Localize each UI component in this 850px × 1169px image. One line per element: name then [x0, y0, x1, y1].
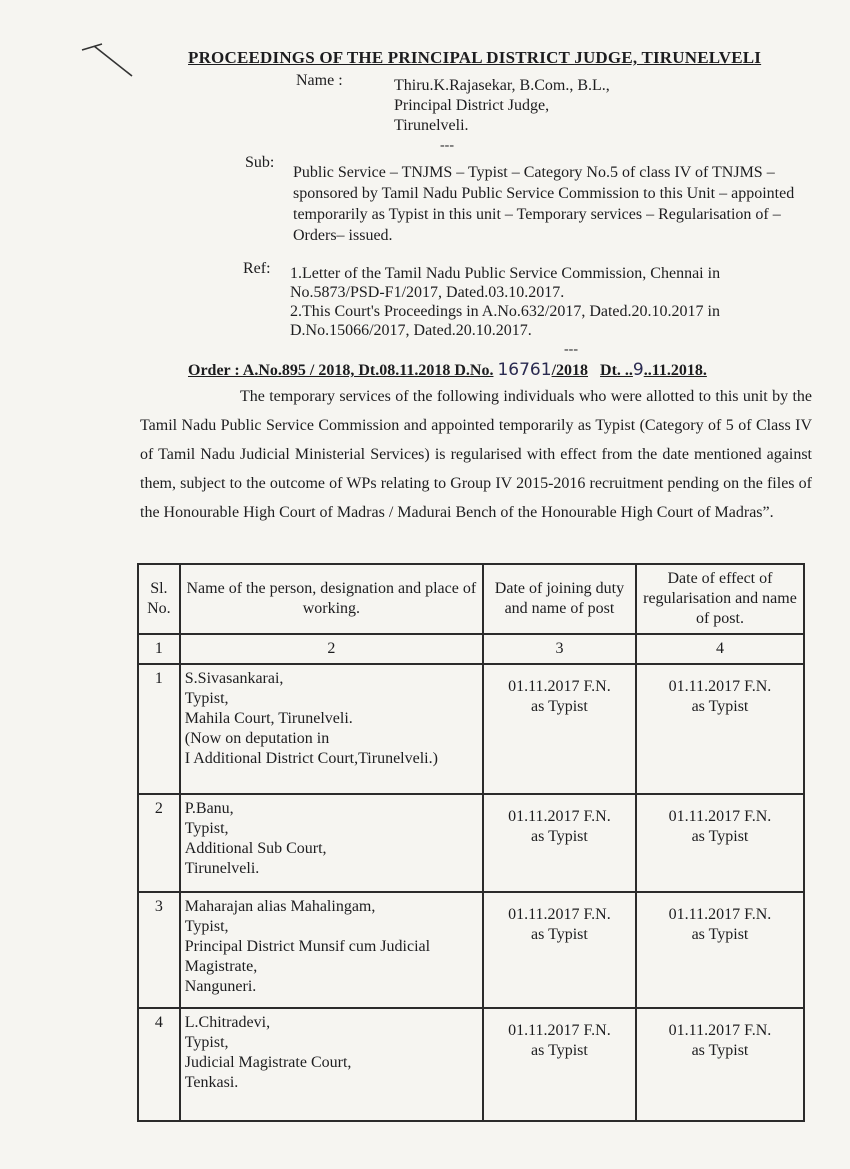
regularisation-date — [636, 664, 804, 794]
regularisation-date — [636, 892, 804, 1008]
regularisation-date — [636, 1008, 804, 1121]
joining-date — [483, 892, 636, 1008]
person-designation: Typist, — [184, 918, 229, 935]
person-name: P.Banu, — [184, 800, 234, 817]
regularisation-post: as Typist — [691, 926, 749, 943]
table-row — [138, 664, 804, 794]
sl-no: 1 — [138, 664, 180, 794]
person-place: Magistrate, — [184, 958, 258, 975]
joining-post: as Typist — [531, 926, 588, 943]
joining-date — [483, 664, 636, 794]
header-person: Name of the person, designation and place of working. — [180, 564, 483, 634]
reference-item: 2.This Court's Proceedings in A.No.632/2017, Dated.20.10.2017 in D.No.15066/2017, Dated.20.10.2017. — [290, 303, 720, 339]
regularisation-post: as Typist — [691, 1042, 749, 1059]
sl-no: 2 — [138, 794, 180, 892]
person-name: Maharajan alias Mahalingam, — [184, 898, 376, 915]
reference-label: Ref: — [243, 260, 271, 277]
sl-no: 3 — [138, 892, 180, 1008]
header-sl-no: Sl. No. — [138, 564, 180, 634]
joining-post: as Typist — [531, 1042, 588, 1059]
regularisation-date-text: 01.11.2017 F.N. — [668, 808, 772, 825]
reference-item: 1.Letter of the Tamil Nadu Public Service Commission, Chennai in No.5873/PSD-F1/2017, Dated.03.10.2017. — [290, 265, 721, 301]
column-number: 1 — [138, 634, 180, 664]
order-date-label: Dt. .. — [600, 362, 633, 379]
regularisation-date-text: 01.11.2017 F.N. — [668, 1022, 772, 1039]
regularisation-post: as Typist — [691, 698, 749, 715]
person-name: L.Chitradevi, — [184, 1014, 271, 1031]
pen-tick-mark-icon — [80, 38, 140, 78]
regularisation-date-text: 01.11.2017 F.N. — [668, 906, 772, 923]
joining-date-text: 01.11.2017 F.N. — [508, 906, 611, 923]
regularisation-post: as Typist — [691, 828, 749, 845]
order-number: Order : A.No.895 / 2018, Dt.08.11.2018 D.No. — [188, 362, 494, 379]
table-row — [138, 794, 804, 892]
table-row — [138, 892, 804, 1008]
person-designation: Typist, — [184, 820, 229, 837]
person-name: S.Sivasankarai, — [184, 670, 284, 687]
header-joining: Date of joining duty and name of post — [483, 564, 636, 634]
judge-name-block — [394, 76, 610, 136]
subject-label: Sub: — [245, 154, 275, 171]
reference-list — [290, 264, 810, 340]
joining-date-text: 01.11.2017 F.N. — [508, 1022, 611, 1039]
person-place: Tirunelveli. — [184, 860, 260, 877]
joining-post: as Typist — [531, 828, 588, 845]
person-details — [180, 1008, 483, 1121]
joining-date — [483, 794, 636, 892]
person-place: Mahila Court, Tirunelveli. — [184, 710, 353, 727]
joining-date-text: 01.11.2017 F.N. — [508, 678, 611, 695]
regularisation-date — [636, 794, 804, 892]
document-title: PROCEEDINGS OF THE PRINCIPAL DISTRICT JUDGE, TIRUNELVELI — [188, 48, 762, 67]
header-regularisation: Date of effect of regularisation and name of post. — [636, 564, 804, 634]
column-number: 2 — [180, 634, 483, 664]
person-place: Principal District Munsif cum Judicial — [184, 938, 431, 955]
regularisation-date-text: 01.11.2017 F.N. — [668, 678, 772, 695]
subject-text: Public Service – TNJMS – Typist – Category No.5 of class IV of TNJMS – sponsored by Tamil Nadu Public Service Commission to this Unit – appointed temporarily as Typist in this unit – Temporary services – Regularisation of – Orders– issued. — [293, 164, 795, 244]
person-place: Additional Sub Court, — [184, 840, 327, 857]
person-place: Judicial Magistrate Court, — [184, 1054, 352, 1071]
person-note: I Additional District Court,Tirunelveli.) — [184, 750, 438, 767]
staff-table — [137, 563, 805, 1122]
column-number-row — [138, 634, 804, 664]
joining-post: as Typist — [531, 698, 588, 715]
sl-no: 4 — [138, 1008, 180, 1121]
person-place: Nanguneri. — [184, 978, 257, 995]
order-body: The temporary services of the following individuals who were allotted to this unit by the Tamil Nadu Public Service Commission and appointed temporarily as Typist (Category of 5 of Class IV of Tamil Nadu Judicial Ministerial Services) is regularised with effect from the date mentioned against them, subject to the outcome of WPs relating to Group IV 2015-2016 recruitment pending on the files of the Honourable High Court of Madras / Madurai Bench of the Honourable High Court of Madras”. — [140, 388, 812, 521]
person-designation: Typist, — [184, 1034, 229, 1051]
table-header-row — [138, 564, 804, 634]
column-number: 3 — [483, 634, 636, 664]
handwritten-dno: 16761 — [497, 360, 552, 380]
person-details — [180, 794, 483, 892]
separator: --- — [564, 342, 578, 357]
person-details — [180, 664, 483, 794]
name-label: Name : — [296, 72, 343, 89]
joining-date — [483, 1008, 636, 1121]
column-number: 4 — [636, 634, 804, 664]
judge-place: Tirunelveli. — [394, 117, 469, 134]
joining-date-text: 01.11.2017 F.N. — [508, 808, 611, 825]
judge-designation: Principal District Judge, — [394, 97, 550, 114]
person-details — [180, 892, 483, 1008]
table-row — [138, 1008, 804, 1121]
person-note: (Now on deputation in — [184, 730, 330, 747]
order-heading — [188, 360, 707, 380]
separator: --- — [440, 138, 454, 153]
order-date-suffix: ..11.2018. — [643, 362, 707, 379]
handwritten-day: 9 — [632, 360, 644, 380]
person-designation: Typist, — [184, 690, 229, 707]
judge-name: Thiru.K.Rajasekar, B.Com., B.L., — [394, 77, 610, 94]
person-place: Tenkasi. — [184, 1074, 239, 1091]
order-year: /2018 — [551, 362, 589, 379]
